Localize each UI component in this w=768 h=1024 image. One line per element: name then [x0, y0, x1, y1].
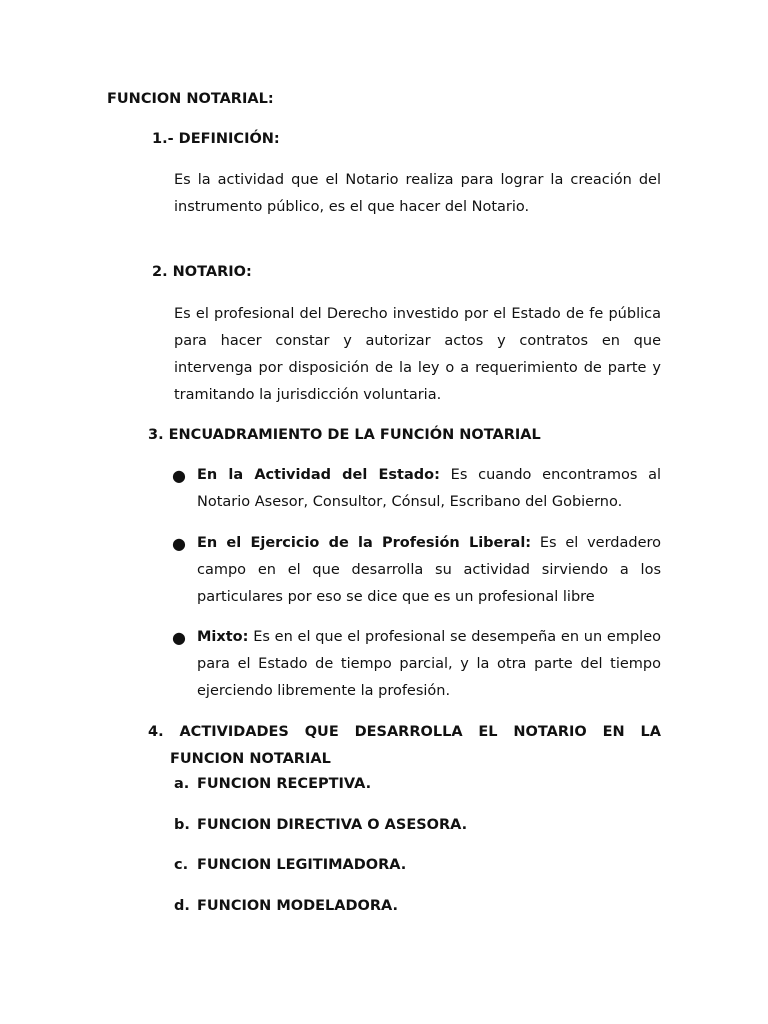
list-letter: a.: [174, 776, 190, 792]
list-letter: b.: [174, 817, 190, 833]
bullet-icon: ●: [172, 628, 186, 647]
document-title: FUNCION NOTARIAL:: [107, 91, 274, 107]
section-3-heading: 3. ENCUADRAMIENTO DE LA FUNCIÓN NOTARIAL: [148, 427, 541, 443]
list-item-directiva: [174, 817, 467, 833]
list-text: FUNCION MODELADORA.: [197, 898, 399, 914]
bullet-label: Mixto:: [197, 629, 249, 645]
section-1-body: Es la actividad que el Notario realiza para lograr la creación del instrumento público, es el que hacer del Notario.: [174, 172, 661, 215]
list-item-modeladora: [174, 898, 398, 914]
bullet-label: En la Actividad del Estado:: [197, 467, 440, 483]
list-item-legitimadora: [174, 857, 406, 873]
bullet-item-mixto: [172, 624, 661, 705]
bullet-item-estado: [172, 462, 661, 516]
list-text: FUNCION RECEPTIVA.: [197, 776, 372, 792]
section-1-heading: 1.- DEFINICIÓN:: [152, 131, 280, 147]
list-text: FUNCION LEGITIMADORA.: [197, 857, 407, 873]
bullet-text: Es en el que el profesional se desempeña en un empleo para el Estado de tiempo parcial, y la otra parte del tiempo ejerciendo libremente la profesión.: [197, 629, 661, 699]
list-item-receptiva: [174, 776, 371, 792]
section-2-body: Es el profesional del Derecho investido por el Estado de fe pública para hacer constar y autorizar actos y contratos en que intervenga por disposición de la ley o a requerimiento de parte y tramitando la jurisdicción voluntaria.: [174, 306, 661, 403]
bullet-icon: ●: [172, 534, 186, 553]
bullet-label: En el Ejercicio de la Profesión Liberal:: [197, 535, 532, 551]
bullet-item-profesion-liberal: [172, 530, 661, 611]
bullet-text: Es el verdadero campo en el que desarrolla su actividad sirviendo a los particulares por eso se dice que es un profesional libre: [197, 535, 662, 605]
bullet-text: Es cuando encontramos al Notario Asesor, Consultor, Cónsul, Escribano del Gobierno.: [197, 467, 662, 510]
section-4-heading-line-2: FUNCION NOTARIAL: [170, 751, 331, 767]
list-text: FUNCION DIRECTIVA O ASESORA.: [197, 817, 468, 833]
bullet-icon: ●: [172, 466, 186, 485]
section-4-heading: [148, 719, 661, 773]
list-letter: d.: [174, 898, 190, 914]
section-4-heading-line-1: 4. ACTIVIDADES QUE DESARROLLA EL NOTARIO EN LA: [148, 724, 661, 740]
list-letter: c.: [174, 857, 189, 873]
section-2-heading: 2. NOTARIO:: [152, 264, 252, 280]
